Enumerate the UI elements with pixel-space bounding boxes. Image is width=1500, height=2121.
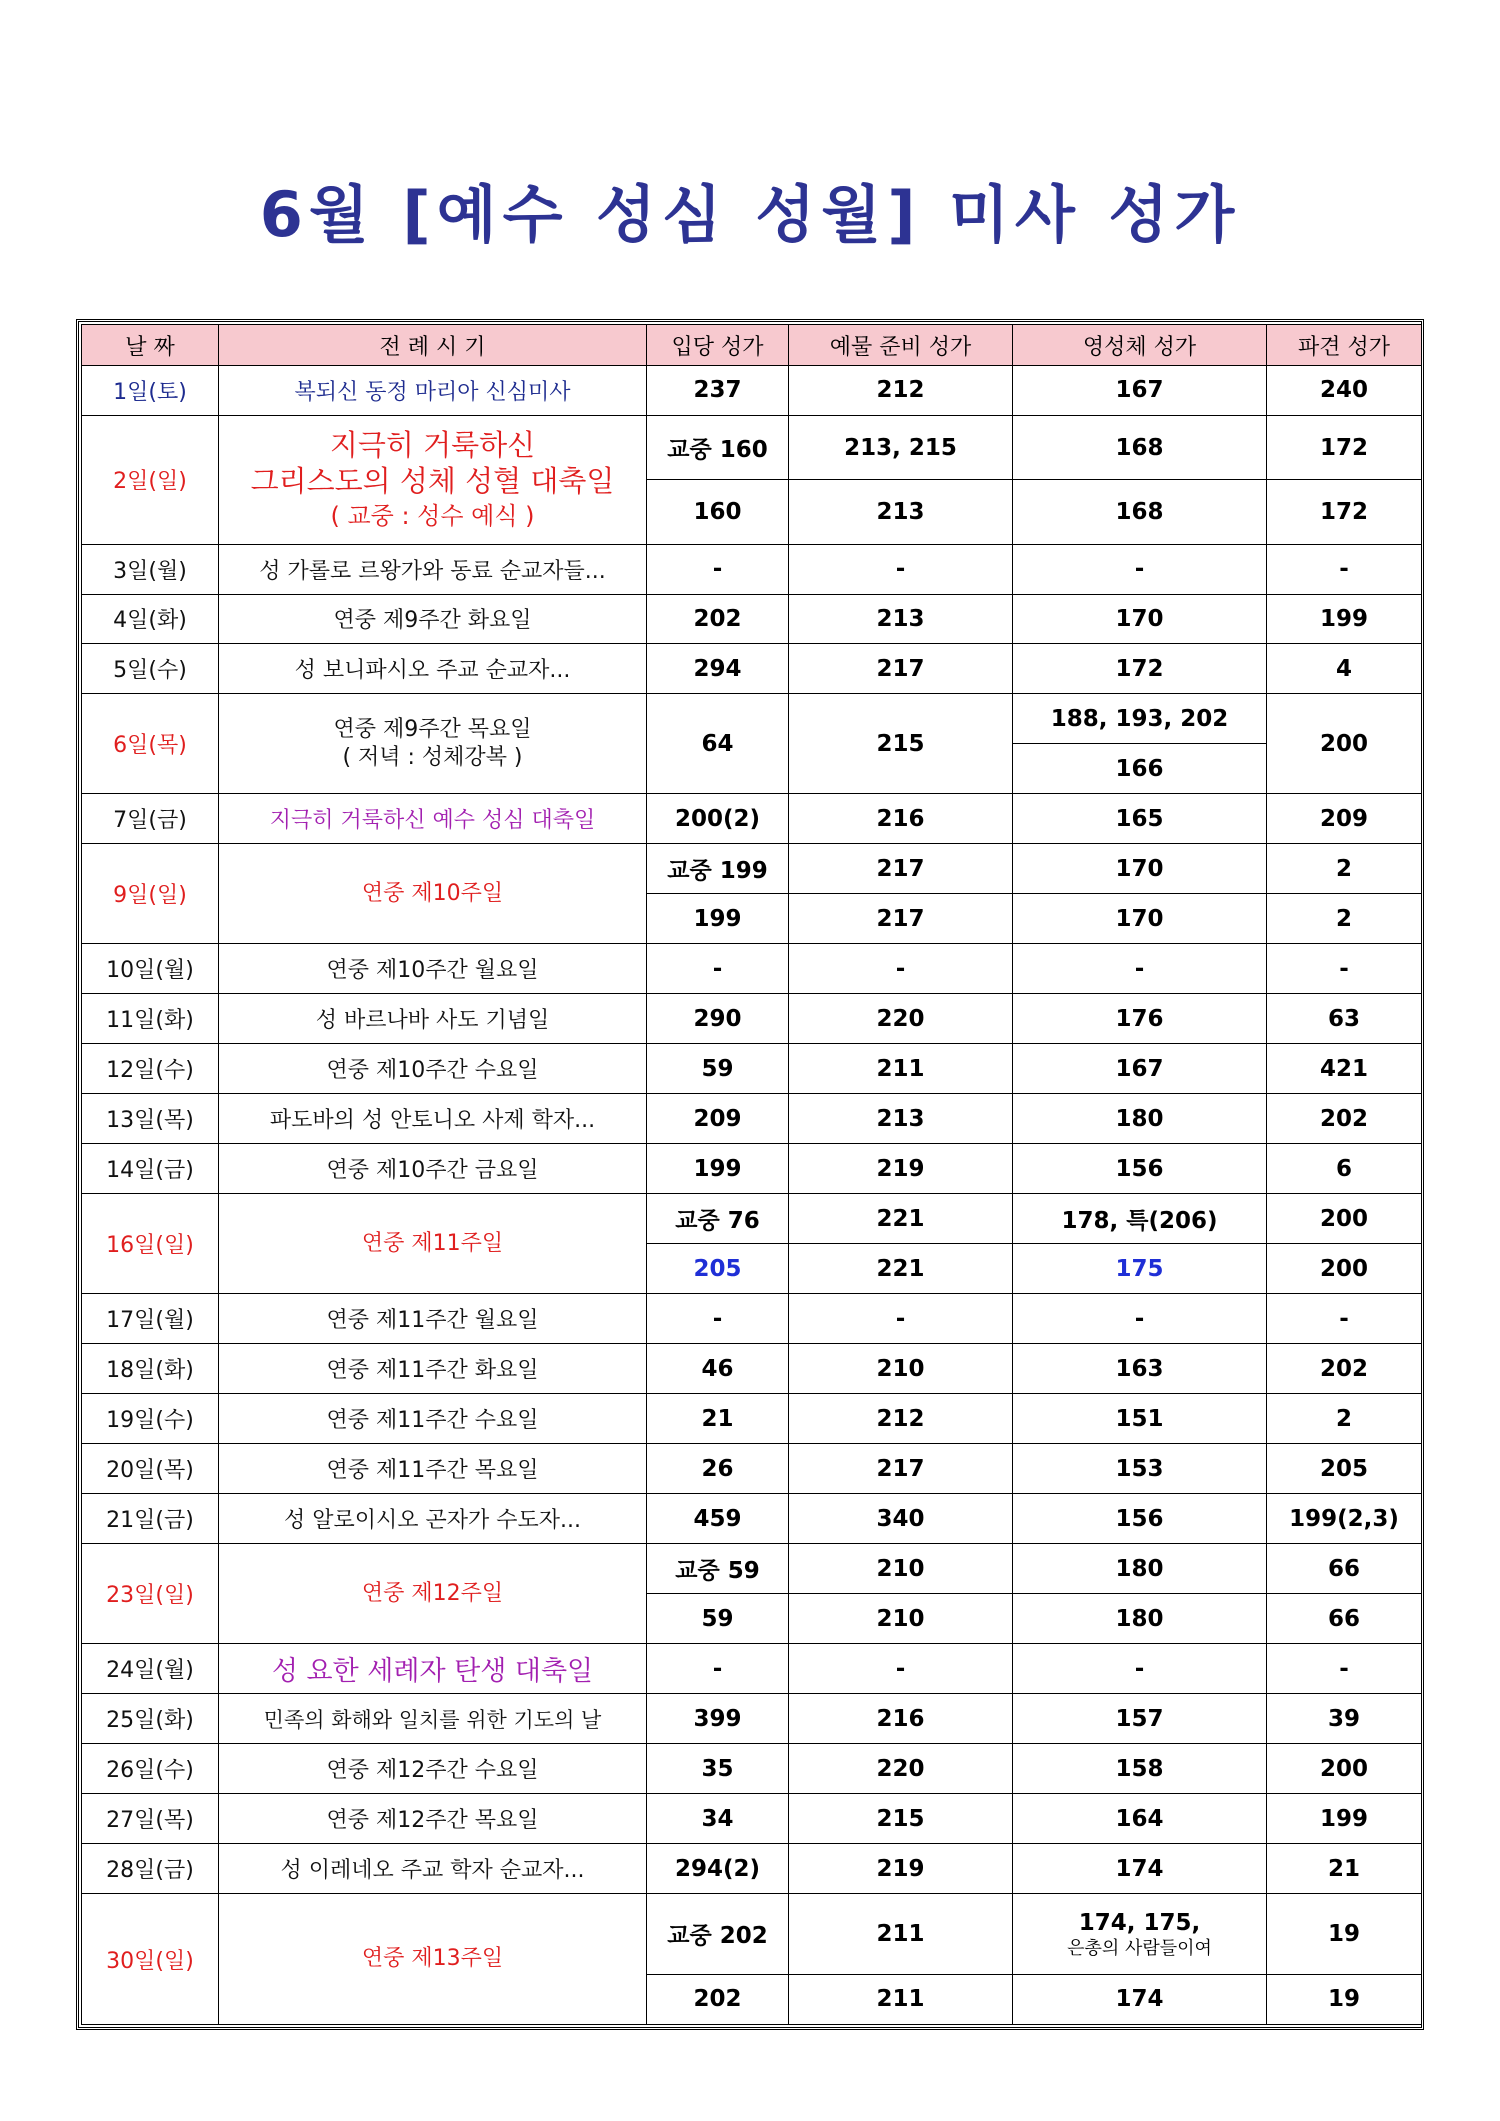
entrance-cell: - xyxy=(647,1294,789,1344)
liturgy-cell: 성 가롤로 르왕가와 동료 순교자들... xyxy=(219,544,647,594)
liturgy-cell: 연중 제12주간 수요일 xyxy=(219,1744,647,1794)
communion-cell: 163 xyxy=(1013,1344,1267,1394)
table-row xyxy=(82,366,1422,416)
hymn-schedule-frame xyxy=(76,319,1424,2030)
table-row xyxy=(82,1094,1422,1144)
recessional-cell: 199 xyxy=(1267,1794,1422,1844)
date-cell: 18일(화) xyxy=(82,1344,219,1394)
communion-cell: 180 xyxy=(1013,1594,1267,1644)
entrance-cell: 교중 199 xyxy=(647,844,789,894)
table-row xyxy=(82,1844,1422,1894)
date-cell: 30일(일) xyxy=(82,1894,219,2025)
recessional-cell: 421 xyxy=(1267,1044,1422,1094)
entrance-cell: 교중 76 xyxy=(647,1194,789,1244)
recessional-cell: - xyxy=(1267,1644,1422,1694)
date-cell: 6일(목) xyxy=(82,694,219,794)
table-row xyxy=(82,1544,1422,1594)
communion-cell: 157 xyxy=(1013,1694,1267,1744)
liturgy-cell: 연중 제11주간 화요일 xyxy=(219,1344,647,1394)
offertory-cell: 220 xyxy=(789,1744,1013,1794)
recessional-cell: 172 xyxy=(1267,415,1422,479)
date-cell: 12일(수) xyxy=(82,1044,219,1094)
table-row xyxy=(82,415,1422,479)
entrance-cell: 199 xyxy=(647,894,789,944)
offertory-cell: - xyxy=(789,1644,1013,1694)
liturgy-cell: 연중 제11주일 xyxy=(219,1194,647,1294)
entrance-cell: 160 xyxy=(647,480,789,544)
communion-cell: 168 xyxy=(1013,480,1267,544)
offertory-cell: 210 xyxy=(789,1344,1013,1394)
date-cell: 24일(월) xyxy=(82,1644,219,1694)
entrance-cell: 교중 59 xyxy=(647,1544,789,1594)
communion-cell: 166 xyxy=(1013,744,1267,794)
recessional-cell: 199(2,3) xyxy=(1267,1494,1422,1544)
table-row xyxy=(82,1044,1422,1094)
liturgy-cell xyxy=(219,694,647,794)
recessional-cell: 200 xyxy=(1267,694,1422,794)
offertory-cell: - xyxy=(789,544,1013,594)
recessional-cell: 66 xyxy=(1267,1544,1422,1594)
communion-cell: 164 xyxy=(1013,1794,1267,1844)
offertory-cell: 213 xyxy=(789,1094,1013,1144)
recessional-cell: 66 xyxy=(1267,1594,1422,1644)
recessional-cell: - xyxy=(1267,544,1422,594)
header-recessional: 파견 성가 xyxy=(1267,325,1422,366)
communion-cell: 180 xyxy=(1013,1544,1267,1594)
communion-cell: 167 xyxy=(1013,366,1267,416)
offertory-cell: 340 xyxy=(789,1494,1013,1544)
liturgy-cell: 지극히 거룩하신 예수 성심 대축일 xyxy=(219,794,647,844)
table-row xyxy=(82,644,1422,694)
date-cell: 13일(목) xyxy=(82,1094,219,1144)
offertory-cell: 221 xyxy=(789,1194,1013,1244)
recessional-cell: 205 xyxy=(1267,1444,1422,1494)
date-cell: 25일(화) xyxy=(82,1694,219,1744)
date-cell: 7일(금) xyxy=(82,794,219,844)
entrance-cell: 290 xyxy=(647,994,789,1044)
communion-cell: 168 xyxy=(1013,415,1267,479)
entrance-cell: 200(2) xyxy=(647,794,789,844)
recessional-cell: 6 xyxy=(1267,1144,1422,1194)
entrance-cell: - xyxy=(647,544,789,594)
liturgy-cell: 성 이레네오 주교 학자 순교자... xyxy=(219,1844,647,1894)
liturgy-cell xyxy=(219,415,647,544)
table-row xyxy=(82,1894,1422,1975)
communion-cell: 176 xyxy=(1013,994,1267,1044)
communion-cell: - xyxy=(1013,1294,1267,1344)
liturgy-line-3: ( 교중 : 성수 예식 ) xyxy=(330,501,535,530)
communion-cell: 156 xyxy=(1013,1494,1267,1544)
date-cell: 23일(일) xyxy=(82,1544,219,1644)
date-cell: 16일(일) xyxy=(82,1194,219,1294)
date-cell: 27일(목) xyxy=(82,1794,219,1844)
communion-cell: 165 xyxy=(1013,794,1267,844)
entrance-cell: - xyxy=(647,944,789,994)
date-cell: 1일(토) xyxy=(82,366,219,416)
header-entrance: 입당 성가 xyxy=(647,325,789,366)
entrance-cell: 34 xyxy=(647,1794,789,1844)
communion-cell: 180 xyxy=(1013,1094,1267,1144)
date-cell: 14일(금) xyxy=(82,1144,219,1194)
communion-cell: - xyxy=(1013,1644,1267,1694)
date-cell: 17일(월) xyxy=(82,1294,219,1344)
offertory-cell: 216 xyxy=(789,794,1013,844)
offertory-cell: 219 xyxy=(789,1844,1013,1894)
offertory-cell: 217 xyxy=(789,1444,1013,1494)
liturgy-cell: 연중 제10주간 수요일 xyxy=(219,1044,647,1094)
table-row xyxy=(82,544,1422,594)
recessional-cell: 200 xyxy=(1267,1244,1422,1294)
entrance-cell: 59 xyxy=(647,1044,789,1094)
offertory-cell: 221 xyxy=(789,1244,1013,1294)
date-cell: 21일(금) xyxy=(82,1494,219,1544)
communion-cell: 170 xyxy=(1013,844,1267,894)
offertory-cell: 219 xyxy=(789,1144,1013,1194)
header-liturgy: 전 례 시 기 xyxy=(219,325,647,366)
header-date: 날 짜 xyxy=(82,325,219,366)
communion-cell: - xyxy=(1013,544,1267,594)
entrance-cell: 59 xyxy=(647,1594,789,1644)
liturgy-cell: 연중 제11주간 월요일 xyxy=(219,1294,647,1344)
table-row xyxy=(82,844,1422,894)
recessional-cell: 63 xyxy=(1267,994,1422,1044)
communion-cell: - xyxy=(1013,944,1267,994)
entrance-cell: 199 xyxy=(647,1144,789,1194)
date-cell: 4일(화) xyxy=(82,594,219,644)
table-row xyxy=(82,1694,1422,1744)
liturgy-line-2: ( 저녁 : 성체강복 ) xyxy=(342,744,523,770)
liturgy-cell: 연중 제11주간 수요일 xyxy=(219,1394,647,1444)
date-cell: 11일(화) xyxy=(82,994,219,1044)
entrance-cell: 459 xyxy=(647,1494,789,1544)
communion-cell: 156 xyxy=(1013,1144,1267,1194)
entrance-cell: 교중 160 xyxy=(647,415,789,479)
header-row xyxy=(82,325,1422,366)
recessional-cell: 199 xyxy=(1267,594,1422,644)
liturgy-line-2: 그리스도의 성체 성혈 대축일 xyxy=(250,463,615,498)
recessional-cell: 4 xyxy=(1267,644,1422,694)
offertory-cell: 210 xyxy=(789,1544,1013,1594)
table-row xyxy=(82,1744,1422,1794)
entrance-cell: 교중 202 xyxy=(647,1894,789,1975)
table-row xyxy=(82,594,1422,644)
recessional-cell: 209 xyxy=(1267,794,1422,844)
date-cell: 10일(월) xyxy=(82,944,219,994)
liturgy-cell: 성 알로이시오 곤자가 수도자... xyxy=(219,1494,647,1544)
date-cell: 20일(목) xyxy=(82,1444,219,1494)
offertory-cell: 212 xyxy=(789,1394,1013,1444)
entrance-cell: 294 xyxy=(647,644,789,694)
offertory-cell: - xyxy=(789,944,1013,994)
recessional-cell: 19 xyxy=(1267,1974,1422,2024)
recessional-cell: 200 xyxy=(1267,1194,1422,1244)
recessional-cell: 19 xyxy=(1267,1894,1422,1975)
communion-cell: 174 xyxy=(1013,1974,1267,2024)
communion-cell: 172 xyxy=(1013,644,1267,694)
table-row xyxy=(82,944,1422,994)
recessional-cell: - xyxy=(1267,944,1422,994)
entrance-cell: 26 xyxy=(647,1444,789,1494)
hymn-schedule-table xyxy=(81,324,1422,2025)
offertory-cell: 213 xyxy=(789,480,1013,544)
offertory-cell: 213 xyxy=(789,594,1013,644)
communion-cell: 170 xyxy=(1013,594,1267,644)
communion-cell: 188, 193, 202 xyxy=(1013,694,1267,744)
recessional-cell: 202 xyxy=(1267,1344,1422,1394)
table-row xyxy=(82,1344,1422,1394)
liturgy-line-1: 연중 제9주간 목요일 xyxy=(333,716,532,742)
date-cell: 28일(금) xyxy=(82,1844,219,1894)
offertory-cell: 217 xyxy=(789,644,1013,694)
communion-cell: 167 xyxy=(1013,1044,1267,1094)
liturgy-cell: 파도바의 성 안토니오 사제 학자... xyxy=(219,1094,647,1144)
table-row xyxy=(82,1794,1422,1844)
communion-cell: 151 xyxy=(1013,1394,1267,1444)
recessional-cell: 2 xyxy=(1267,894,1422,944)
header-offertory: 예물 준비 성가 xyxy=(789,325,1013,366)
offertory-cell: 220 xyxy=(789,994,1013,1044)
liturgy-cell: 복되신 동정 마리아 신심미사 xyxy=(219,366,647,416)
recessional-cell: 2 xyxy=(1267,1394,1422,1444)
table-row xyxy=(82,1394,1422,1444)
offertory-cell: 210 xyxy=(789,1594,1013,1644)
entrance-cell: - xyxy=(647,1644,789,1694)
liturgy-cell: 연중 제10주일 xyxy=(219,844,647,944)
offertory-cell: 217 xyxy=(789,844,1013,894)
offertory-cell: 215 xyxy=(789,1794,1013,1844)
recessional-cell: 172 xyxy=(1267,480,1422,544)
liturgy-cell: 연중 제11주간 목요일 xyxy=(219,1444,647,1494)
communion-line-1: 174, 175, xyxy=(1078,1909,1201,1936)
table-row xyxy=(82,994,1422,1044)
communion-cell: 158 xyxy=(1013,1744,1267,1794)
liturgy-cell: 성 바르나바 사도 기념일 xyxy=(219,994,647,1044)
liturgy-cell: 연중 제10주간 금요일 xyxy=(219,1144,647,1194)
entrance-cell: 209 xyxy=(647,1094,789,1144)
communion-line-2: 은총의 사람들이여 xyxy=(1067,1937,1212,1959)
liturgy-cell: 연중 제12주일 xyxy=(219,1544,647,1644)
offertory-cell: 213, 215 xyxy=(789,415,1013,479)
offertory-cell: 217 xyxy=(789,894,1013,944)
communion-cell xyxy=(1013,1894,1267,1975)
liturgy-cell: 연중 제12주간 목요일 xyxy=(219,1794,647,1844)
recessional-cell: - xyxy=(1267,1294,1422,1344)
entrance-cell: 294(2) xyxy=(647,1844,789,1894)
entrance-cell: 237 xyxy=(647,366,789,416)
offertory-cell: 216 xyxy=(789,1694,1013,1744)
table-row xyxy=(82,1144,1422,1194)
liturgy-cell: 민족의 화해와 일치를 위한 기도의 날 xyxy=(219,1694,647,1744)
offertory-cell: 212 xyxy=(789,366,1013,416)
header-communion: 영성체 성가 xyxy=(1013,325,1267,366)
liturgy-cell: 성 요한 세례자 탄생 대축일 xyxy=(219,1644,647,1694)
table-row xyxy=(82,1644,1422,1694)
liturgy-cell: 연중 제9주간 화요일 xyxy=(219,594,647,644)
table-row xyxy=(82,1444,1422,1494)
date-cell: 19일(수) xyxy=(82,1394,219,1444)
table-row xyxy=(82,694,1422,744)
communion-cell: 175 xyxy=(1013,1244,1267,1294)
date-cell: 5일(수) xyxy=(82,644,219,694)
entrance-cell: 202 xyxy=(647,1974,789,2024)
communion-cell: 170 xyxy=(1013,894,1267,944)
table-row xyxy=(82,1494,1422,1544)
communion-cell: 178, 특(206) xyxy=(1013,1194,1267,1244)
offertory-cell: 215 xyxy=(789,694,1013,794)
liturgy-cell: 연중 제10주간 월요일 xyxy=(219,944,647,994)
entrance-cell: 21 xyxy=(647,1394,789,1444)
offertory-cell: 211 xyxy=(789,1974,1013,2024)
liturgy-cell: 연중 제13주일 xyxy=(219,1894,647,2025)
entrance-cell: 205 xyxy=(647,1244,789,1294)
table-row xyxy=(82,1294,1422,1344)
date-cell: 2일(일) xyxy=(82,415,219,544)
communion-cell: 174 xyxy=(1013,1844,1267,1894)
recessional-cell: 240 xyxy=(1267,366,1422,416)
table-row xyxy=(82,1194,1422,1244)
entrance-cell: 35 xyxy=(647,1744,789,1794)
entrance-cell: 64 xyxy=(647,694,789,794)
recessional-cell: 202 xyxy=(1267,1094,1422,1144)
entrance-cell: 202 xyxy=(647,594,789,644)
liturgy-cell: 성 보니파시오 주교 순교자... xyxy=(219,644,647,694)
date-cell: 3일(월) xyxy=(82,544,219,594)
date-cell: 9일(일) xyxy=(82,844,219,944)
offertory-cell: 211 xyxy=(789,1894,1013,1975)
page-title: 6월 [예수 성심 성월] 미사 성가 xyxy=(259,178,1241,251)
recessional-cell: 39 xyxy=(1267,1694,1422,1744)
recessional-cell: 200 xyxy=(1267,1744,1422,1794)
table-row xyxy=(82,794,1422,844)
recessional-cell: 2 xyxy=(1267,844,1422,894)
liturgy-line-1: 지극히 거룩하신 xyxy=(329,427,536,462)
entrance-cell: 46 xyxy=(647,1344,789,1394)
entrance-cell: 399 xyxy=(647,1694,789,1744)
communion-cell: 153 xyxy=(1013,1444,1267,1494)
recessional-cell: 21 xyxy=(1267,1844,1422,1894)
offertory-cell: 211 xyxy=(789,1044,1013,1094)
date-cell: 26일(수) xyxy=(82,1744,219,1794)
offertory-cell: - xyxy=(789,1294,1013,1344)
